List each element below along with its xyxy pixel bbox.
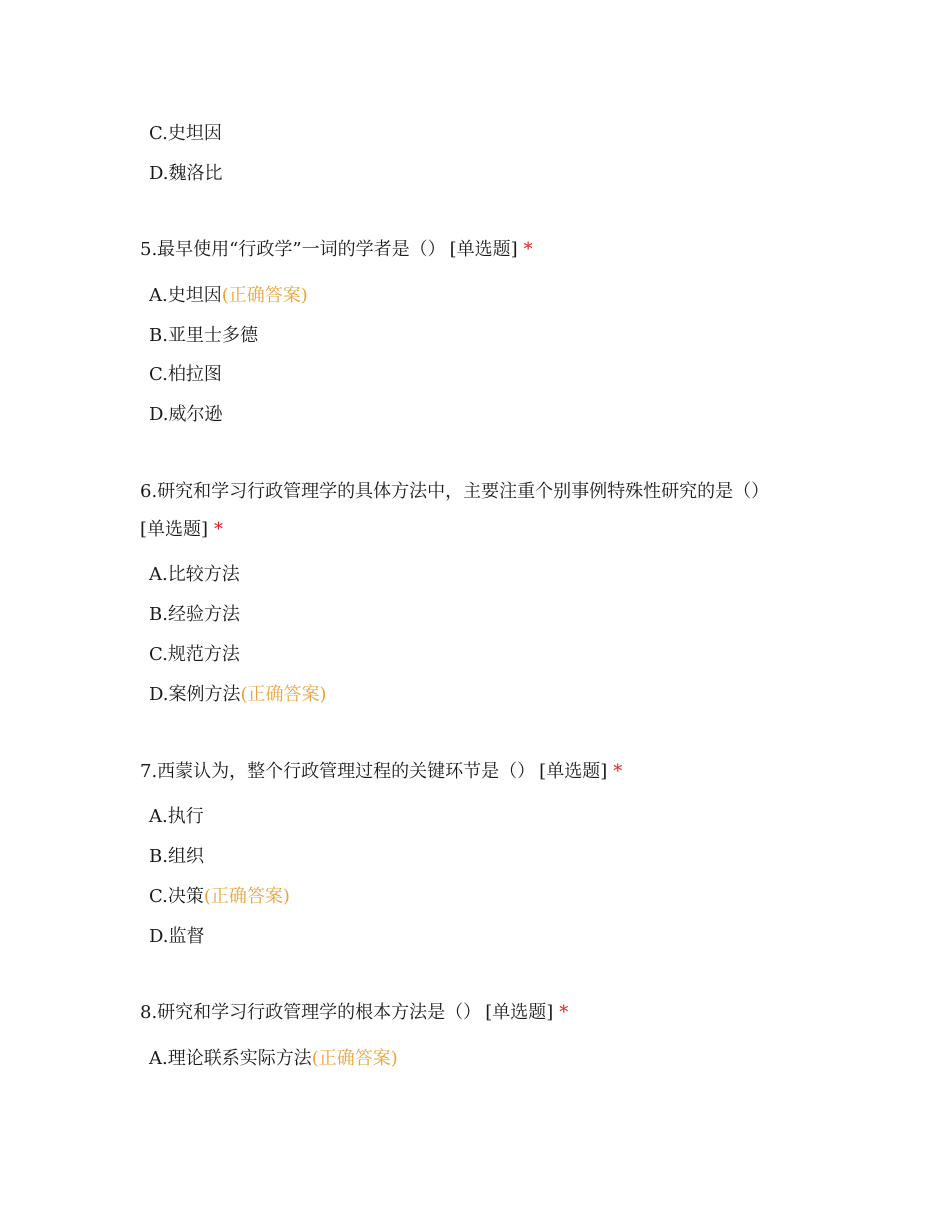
q7-option-b (149, 845, 204, 869)
option-label: A.史坦因 (149, 285, 222, 306)
option-label: A.执行 (149, 806, 204, 827)
q7-option-c (149, 885, 290, 909)
question-text: 7.西蒙认为，整个行政管理过程的关键环节是（） (140, 761, 536, 782)
option-label: D.案例方法 (149, 684, 241, 705)
option-label: A.比较方法 (149, 564, 240, 585)
q4-option-d (149, 162, 223, 186)
option-label: B.经验方法 (149, 604, 240, 625)
q5-option-d (149, 403, 223, 427)
q6-title-continued (140, 518, 223, 542)
option-label: D.监督 (149, 926, 205, 947)
required-marker: * (613, 761, 623, 782)
question-type: [单选题] (485, 1002, 554, 1023)
q8-title (140, 1001, 568, 1025)
q5-option-a (149, 284, 308, 308)
q5-option-c (149, 363, 222, 387)
q4-option-c (149, 122, 222, 146)
question-type: [单选题] (140, 519, 209, 540)
correct-answer-tag: (正确答案) (311, 1048, 398, 1069)
q7-option-a (149, 805, 204, 829)
q5-title (140, 238, 533, 262)
required-marker: * (559, 1002, 569, 1023)
q7-option-d (149, 925, 205, 949)
option-label: D.魏洛比 (149, 163, 223, 184)
option-label: C.规范方法 (149, 644, 240, 665)
required-marker: * (523, 239, 533, 260)
question-text: 8.研究和学习行政管理学的根本方法是（） (140, 1002, 482, 1023)
option-label: C.决策 (149, 886, 204, 907)
q6-option-d (149, 683, 327, 707)
option-label: D.威尔逊 (149, 404, 223, 425)
q8-option-a (149, 1047, 398, 1071)
option-label: C.史坦因 (149, 123, 222, 144)
question-type: [单选题] (449, 239, 518, 260)
q6-option-b (149, 603, 240, 627)
option-label: A.理论联系实际方法 (149, 1048, 312, 1069)
option-label: C.柏拉图 (149, 364, 222, 385)
question-text: 5.最早使用“行政学”一词的学者是（） (140, 239, 446, 260)
q6-option-a (149, 563, 240, 587)
question-text: 6.研究和学习行政管理学的具体方法中，主要注重个别事例特殊性研究的是（） (140, 481, 770, 502)
correct-answer-tag: (正确答案) (203, 886, 290, 907)
q7-title (140, 760, 622, 784)
correct-answer-tag: (正确答案) (240, 684, 327, 705)
q6-option-c (149, 643, 240, 667)
option-label: B.组织 (149, 846, 204, 867)
option-label: B.亚里士多德 (149, 325, 258, 346)
correct-answer-tag: (正确答案) (221, 285, 308, 306)
required-marker: * (214, 519, 224, 540)
question-type: [单选题] (539, 761, 608, 782)
q5-option-b (149, 324, 258, 348)
q6-title (140, 480, 769, 504)
